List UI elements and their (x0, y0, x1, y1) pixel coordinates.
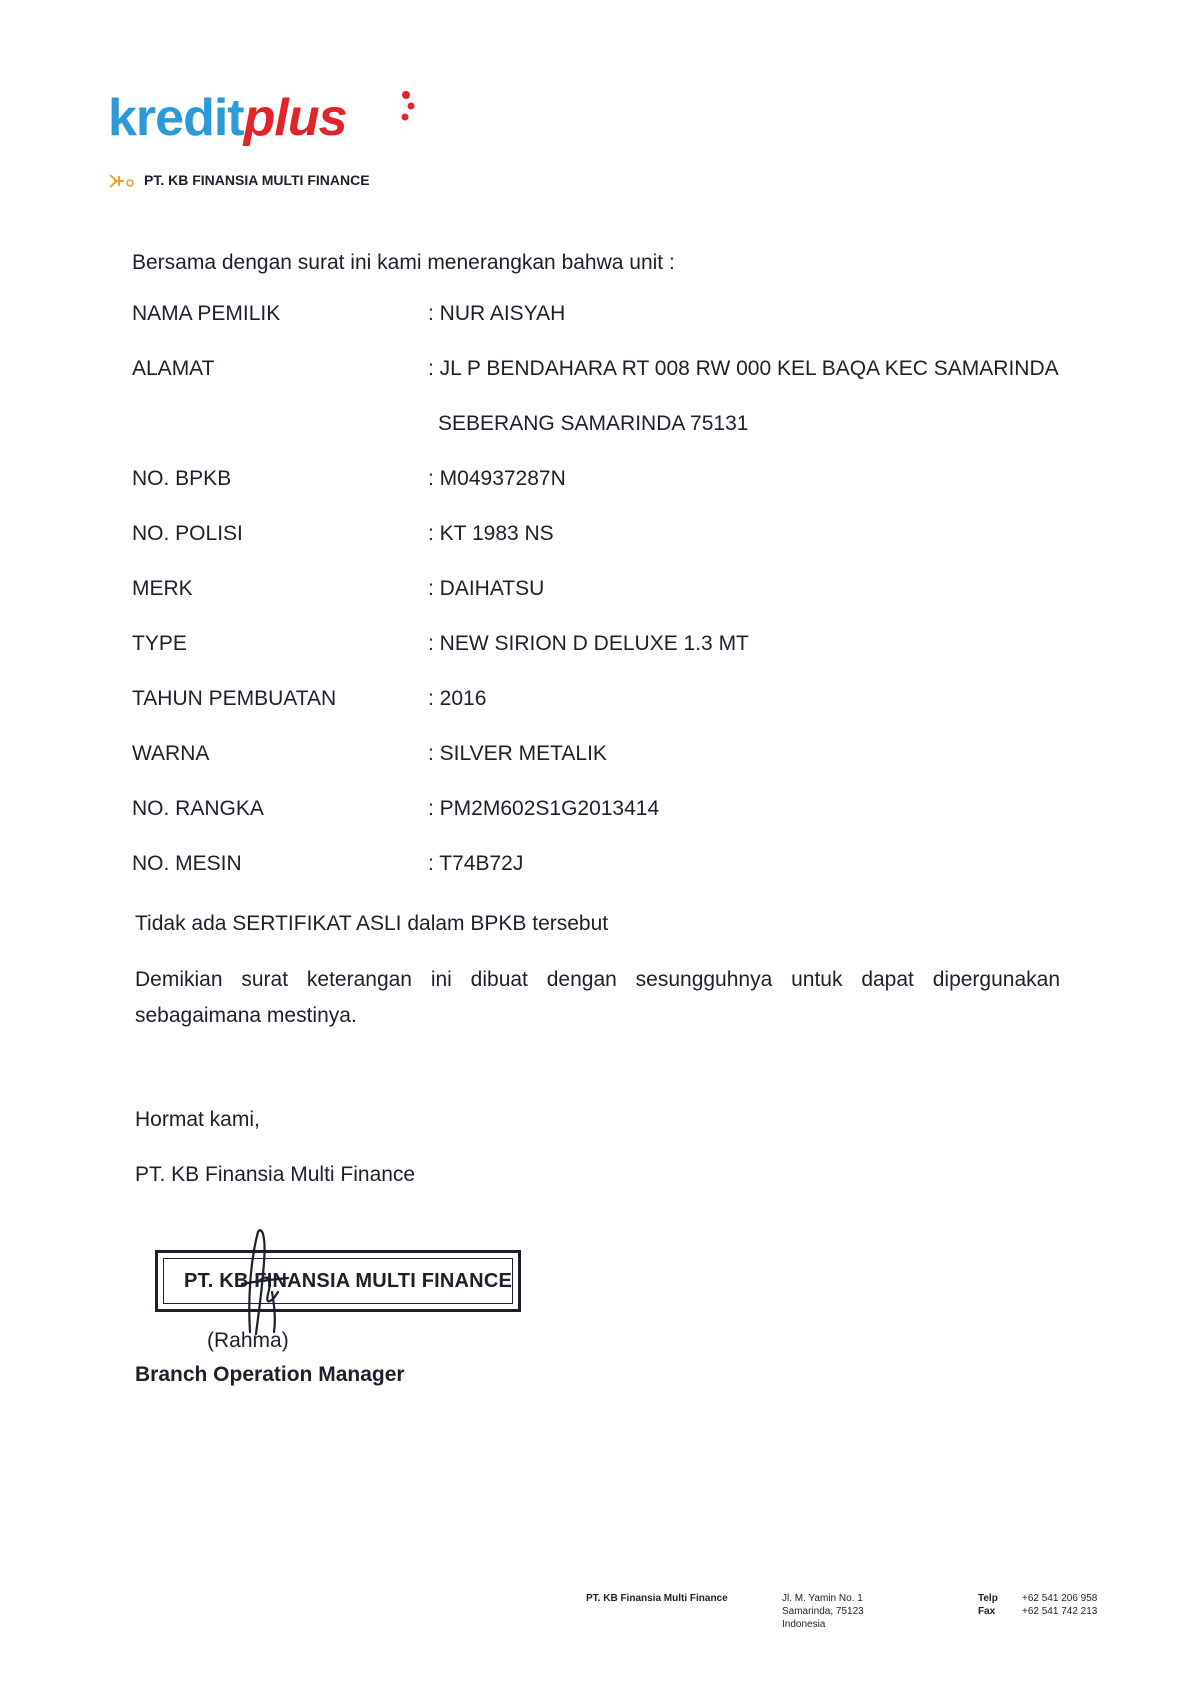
logo-word-plus: plus (243, 89, 347, 147)
certificate-note: Tidak ada SERTIFIKAT ASLI dalam BPKB tersebut (135, 912, 609, 935)
unit-details (132, 302, 1092, 907)
field-row-address (132, 357, 1092, 467)
signer-name: (Rahma) (207, 1329, 289, 1352)
field-value: : 2016 (428, 687, 487, 710)
company-stamp (155, 1250, 521, 1312)
footer-phone-number: +62 541 206 958 (1022, 1593, 1098, 1604)
field-row-type (132, 632, 1092, 687)
field-value: : PM2M602S1G2013414 (428, 797, 660, 820)
signer-position: Branch Operation Manager (135, 1363, 405, 1386)
field-label: NAMA PEMILIK (132, 302, 281, 325)
logo-word-kredit: kredit (108, 89, 244, 147)
field-label: WARNA (132, 742, 210, 765)
stamp-inner-frame (163, 1258, 513, 1304)
intro-text: Bersama dengan surat ini kami menerangkan bahwa unit : (132, 251, 675, 274)
field-row-year (132, 687, 1092, 742)
logo-dots-icon (396, 90, 416, 130)
field-label: NO. MESIN (132, 852, 242, 875)
field-row-engine (132, 852, 1092, 907)
footer-fax-number: +62 541 742 213 (1022, 1606, 1098, 1617)
footer-phone-label: Telp (978, 1593, 998, 1604)
kb-emblem-icon (108, 173, 136, 189)
field-value: : KT 1983 NS (428, 522, 554, 545)
field-row-owner (132, 302, 1092, 357)
field-value: : DAIHATSU (428, 577, 545, 600)
field-label: ALAMAT (132, 357, 215, 380)
field-label: MERK (132, 577, 193, 600)
footer-contact-labels (978, 1592, 998, 1618)
field-row-chassis (132, 797, 1092, 852)
footer-address (782, 1592, 864, 1631)
field-label: NO. POLISI (132, 522, 243, 545)
logo-company-line (108, 172, 370, 189)
field-label: TAHUN PEMBUATAN (132, 687, 337, 710)
field-value: : NEW SIRION D DELUXE 1.3 MT (428, 632, 749, 655)
regards-text: Hormat kami, (135, 1108, 260, 1131)
field-label: NO. RANGKA (132, 797, 264, 820)
footer-contact-numbers (1022, 1592, 1097, 1618)
field-value: : T74B72J (428, 852, 524, 875)
footer-address-line: Jl. M. Yamin No. 1 (782, 1593, 863, 1604)
field-label: TYPE (132, 632, 187, 655)
footer-address-line: Samarinda, 75123 (782, 1606, 864, 1617)
footer-address-line: Indonesia (782, 1619, 826, 1630)
field-value-continued: SEBERANG SAMARINDA 75131 (438, 412, 749, 435)
stamp-text: PT. KB FINANSIA MULTI FINANCE (184, 1269, 513, 1292)
field-row-color (132, 742, 1092, 797)
footer-fax-label: Fax (978, 1606, 996, 1617)
field-value: : NUR AISYAH (428, 302, 566, 325)
field-label: NO. BPKB (132, 467, 232, 490)
logo-company-name: PT. KB FINANSIA MULTI FINANCE (144, 172, 370, 188)
field-row-police-number (132, 522, 1092, 577)
company-name: PT. KB Finansia Multi Finance (135, 1163, 416, 1186)
field-value: : JL P BENDAHARA RT 008 RW 000 KEL BAQA KEC SAMARINDA (428, 357, 1059, 380)
field-value: : SILVER METALIK (428, 742, 607, 765)
footer-company: PT. KB Finansia Multi Finance (586, 1593, 728, 1604)
logo-wordmark (108, 89, 347, 147)
field-value: : M04937287N (428, 467, 566, 490)
handwritten-signature (228, 1222, 298, 1342)
closing-paragraph: Demikian surat keterangan ini dibuat dengan sesungguhnya untuk dapat dipergunakan sebagaimana mestinya. (135, 968, 1060, 1027)
field-row-bpkb (132, 467, 1092, 522)
kreditplus-logo (108, 89, 370, 188)
field-row-brand (132, 577, 1092, 632)
